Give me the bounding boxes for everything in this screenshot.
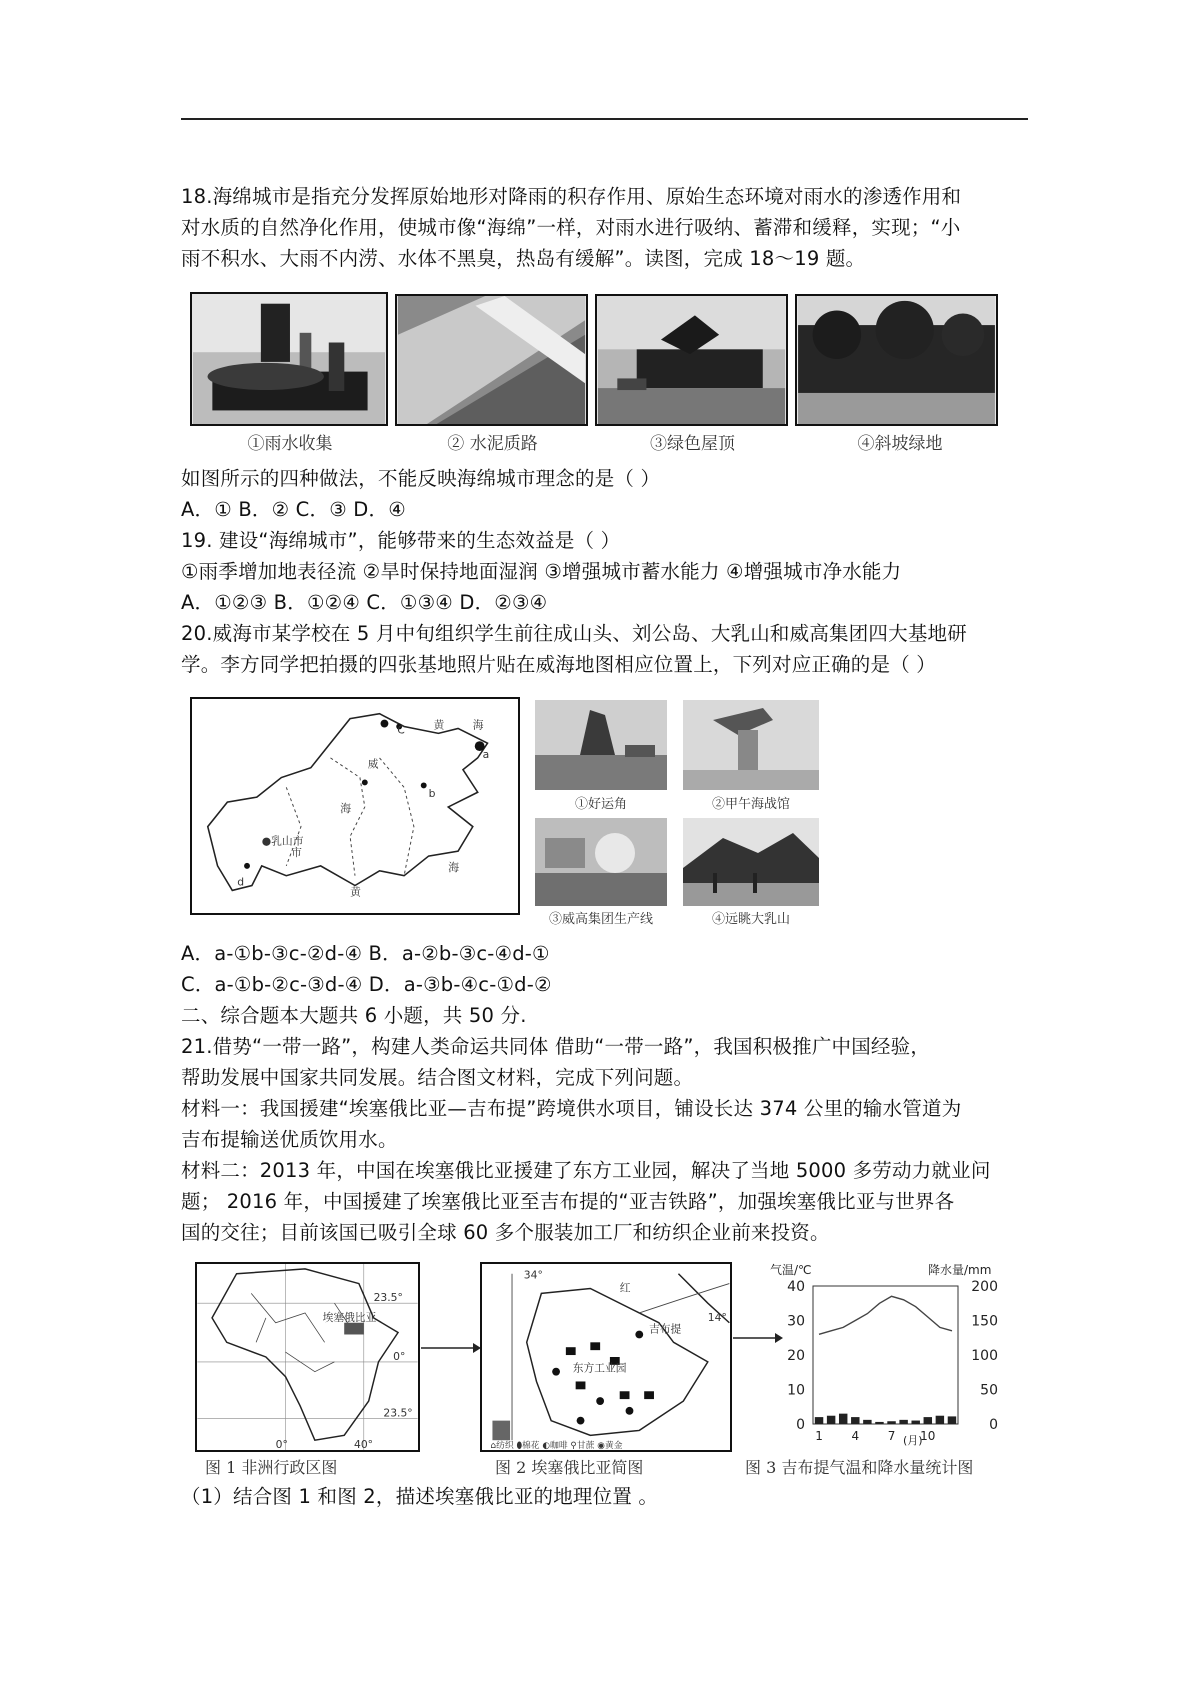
map-sea-2: 海 <box>472 718 484 732</box>
arrow-fig1-fig2 <box>421 1340 481 1356</box>
chart-frame <box>813 1286 958 1424</box>
fig1-lat3: 23.5° <box>383 1406 413 1420</box>
map-photo-caption-4: ④远眺大乳山 <box>711 912 790 927</box>
fig2-place: 吉布提 <box>649 1322 682 1336</box>
q21-sub1: （1）结合图 1 和图 2，描述埃塞俄比亚的地理位置 。 <box>181 1485 659 1508</box>
fig1-africa-map <box>195 1262 420 1452</box>
map-photo-caption-2: ②甲午海战馆 <box>711 797 790 812</box>
fig2-ethiopia-map <box>480 1262 732 1452</box>
map-photo-caption-3: ③威高集团生产线 <box>548 912 653 927</box>
map-label-b: b <box>428 787 436 801</box>
q21-material1-2: 吉布提输送优质饮用水。 <box>181 1128 398 1151</box>
photo-caption-4: ④斜坡绿地 <box>857 434 943 454</box>
fig2-industrial: 东方工业园 <box>572 1361 627 1375</box>
q19-statements: ①雨季增加地表径流 ②旱时保持地面湿润 ③增强城市蓄水能力 ④增强城市净水能力 <box>181 560 902 583</box>
chart-ytick: 20 <box>787 1348 805 1364</box>
q18-options: A．① B．② C．③ D．④ <box>181 498 406 521</box>
q21-stem-1: 21.借势“一带一路”，构建人类命运共同体 借助“一带一路”，我国积极推广中国经验， <box>181 1035 931 1058</box>
map-label-a: a <box>482 747 490 761</box>
chart-precip-bar <box>911 1421 919 1424</box>
chart-xlabel: (月) <box>903 1434 923 1447</box>
q18-question: 如图所示的四种做法，不能反映海绵城市理念的是（ ） <box>181 467 661 490</box>
chart-y2label: 降水量/mm <box>928 1263 992 1277</box>
chart-y2tick: 100 <box>971 1348 998 1364</box>
q21-stem-2: 帮助发展中国家共同发展。结合图文材料，完成下列问题。 <box>181 1066 694 1089</box>
fig1-country: 埃塞俄比亚 <box>322 1310 377 1324</box>
map-photo-caption-1: ①好运角 <box>574 797 627 812</box>
map-city-wh: 威 <box>367 757 379 771</box>
map-label-d: d <box>237 875 245 889</box>
chart-ytick: 40 <box>787 1279 805 1295</box>
fig2-sea: 红 <box>619 1281 631 1295</box>
chart-y2tick: 0 <box>989 1417 998 1433</box>
map-city-hai: 海 <box>340 801 352 815</box>
fig2-caption: 图 2 埃塞俄比亚简图 <box>495 1458 644 1477</box>
photo-caption-1: ①雨水收集 <box>247 434 333 454</box>
fig3-caption: 图 3 吉布提气温和降水量统计图 <box>745 1458 974 1477</box>
chart-temperature-line <box>819 1296 952 1334</box>
chart-precip-bar <box>875 1422 883 1424</box>
q18-stem-3: 雨不积水、大雨不内涝、水体不黑臭，热岛有缓解”。读图，完成 18～19 题。 <box>181 247 866 270</box>
photo-caption-2: ② 水泥质路 <box>447 434 538 454</box>
photo-cement-road <box>395 294 588 426</box>
chart-xtick: 4 <box>851 1429 860 1443</box>
chart-ytick: 10 <box>787 1382 805 1399</box>
fig1-lat1: 23.5° <box>373 1291 403 1305</box>
chart-xtick: 1 <box>815 1429 823 1443</box>
q20-stem-1: 20.威海市某学校在 5 月中旬组织学生前往成山头、刘公岛、大乳山和威高集团四大基地研 <box>181 622 967 645</box>
map-sea-4: 海 <box>448 860 460 874</box>
map-sea-3: 黄 <box>350 885 361 899</box>
chart-ytick: 30 <box>787 1313 805 1330</box>
chart-precip-bar <box>839 1414 847 1424</box>
chart-precip-bar <box>851 1417 859 1424</box>
chart-precip-bar <box>887 1421 895 1424</box>
chart-precip-bar <box>815 1417 823 1424</box>
map-sea-1: 黄 <box>433 718 445 732</box>
map-city-shi: 市 <box>291 846 302 860</box>
q18-stem-1: 18.海绵城市是指充分发挥原始地形对降雨的积存作用、原始生态环境对雨水的渗透作用和 <box>181 185 962 208</box>
photo-jiawu-museum <box>683 700 819 790</box>
fig2-lat: 14° <box>707 1310 727 1324</box>
photo-green-roof <box>595 294 788 426</box>
chart-precip-bar <box>948 1416 956 1424</box>
fig2-lat2: 34° <box>523 1268 543 1282</box>
header-rule <box>181 118 1028 120</box>
q21-material2-2: 题； 2016 年，中国援建了埃塞俄比亚至吉布提的“亚吉铁路”，加强埃塞俄比亚与世界各 <box>181 1190 955 1213</box>
chart-precip-bar <box>899 1420 907 1424</box>
q21-material2-3: 国的交往；目前该国已吸引全球 60 多个服装加工厂和纺织企业前来投资。 <box>181 1221 830 1244</box>
chart-precip-bar <box>936 1416 944 1424</box>
q20-options-1: A．a-①b-③c-②d-④ B．a-②b-③c-④d-① <box>181 942 550 965</box>
q19-options: A．①②③ B．①②④ C．①③④ D．②③④ <box>181 591 548 614</box>
fig3-climate-chart <box>768 1256 1018 1456</box>
photo-daru-shan <box>683 818 819 906</box>
fig1-lon2: 40° <box>354 1438 374 1450</box>
chart-y2tick: 50 <box>980 1382 998 1399</box>
chart-xtick: 7 <box>887 1429 896 1443</box>
chart-precip-bar <box>863 1420 871 1424</box>
q18-stem-2: 对水质的自然净化作用，使城市像“海绵”一样，对雨水进行吸纳、蓄滞和缓释，实现；“小 <box>181 216 961 239</box>
fig1-lon1: 0° <box>275 1438 288 1450</box>
chart-precip-bar <box>924 1417 932 1424</box>
map-ruishan: ●乳山市 <box>261 834 304 848</box>
photo-haoyun-jiao <box>535 700 667 790</box>
chart-ytick: 0 <box>796 1417 805 1433</box>
q19-question: 19. 建设“海绵城市”，能够带来的生态效益是（ ） <box>181 529 621 552</box>
fig1-lat2: 0° <box>393 1349 406 1363</box>
chart-y2tick: 200 <box>971 1279 998 1295</box>
chart-xtick: 10 <box>920 1429 936 1443</box>
q21-material1-1: 材料一：我国援建“埃塞俄比亚—吉布提”跨境供水项目，铺设长达 374 公里的输水管道为 <box>181 1097 962 1120</box>
photo-slope-green <box>795 294 998 426</box>
q21-material2-1: 材料二：2013 年，中国在埃塞俄比亚援建了东方工业园，解决了当地 5000 多劳动力就业问 <box>181 1159 991 1182</box>
q20-stem-2: 学。李方同学把拍摄的四张基地照片贴在威海地图相应位置上，下列对应正确的是（ ） <box>181 653 936 676</box>
photo-caption-3: ③绿色屋顶 <box>650 434 735 454</box>
section2-heading: 二、综合题本大题共 6 小题，共 50 分. <box>181 1004 527 1027</box>
photo-rain-collection <box>190 292 388 426</box>
chart-ylabel: 气温/℃ <box>770 1263 812 1277</box>
weihai-map <box>190 697 520 915</box>
q20-options-2: C．a-①b-②c-③d-④ D．a-③b-④c-①d-② <box>181 973 552 996</box>
fig2-legend: ⌂纺织 ⬮棉花 ◐咖啡 ⚲甘蔗 ◉黄金 <box>490 1441 623 1450</box>
chart-y2tick: 150 <box>971 1313 998 1330</box>
map-label-c: C <box>397 723 405 737</box>
chart-precip-bar <box>827 1416 835 1424</box>
fig1-caption: 图 1 非洲行政区图 <box>205 1458 338 1477</box>
photo-weigao-line <box>535 818 667 906</box>
